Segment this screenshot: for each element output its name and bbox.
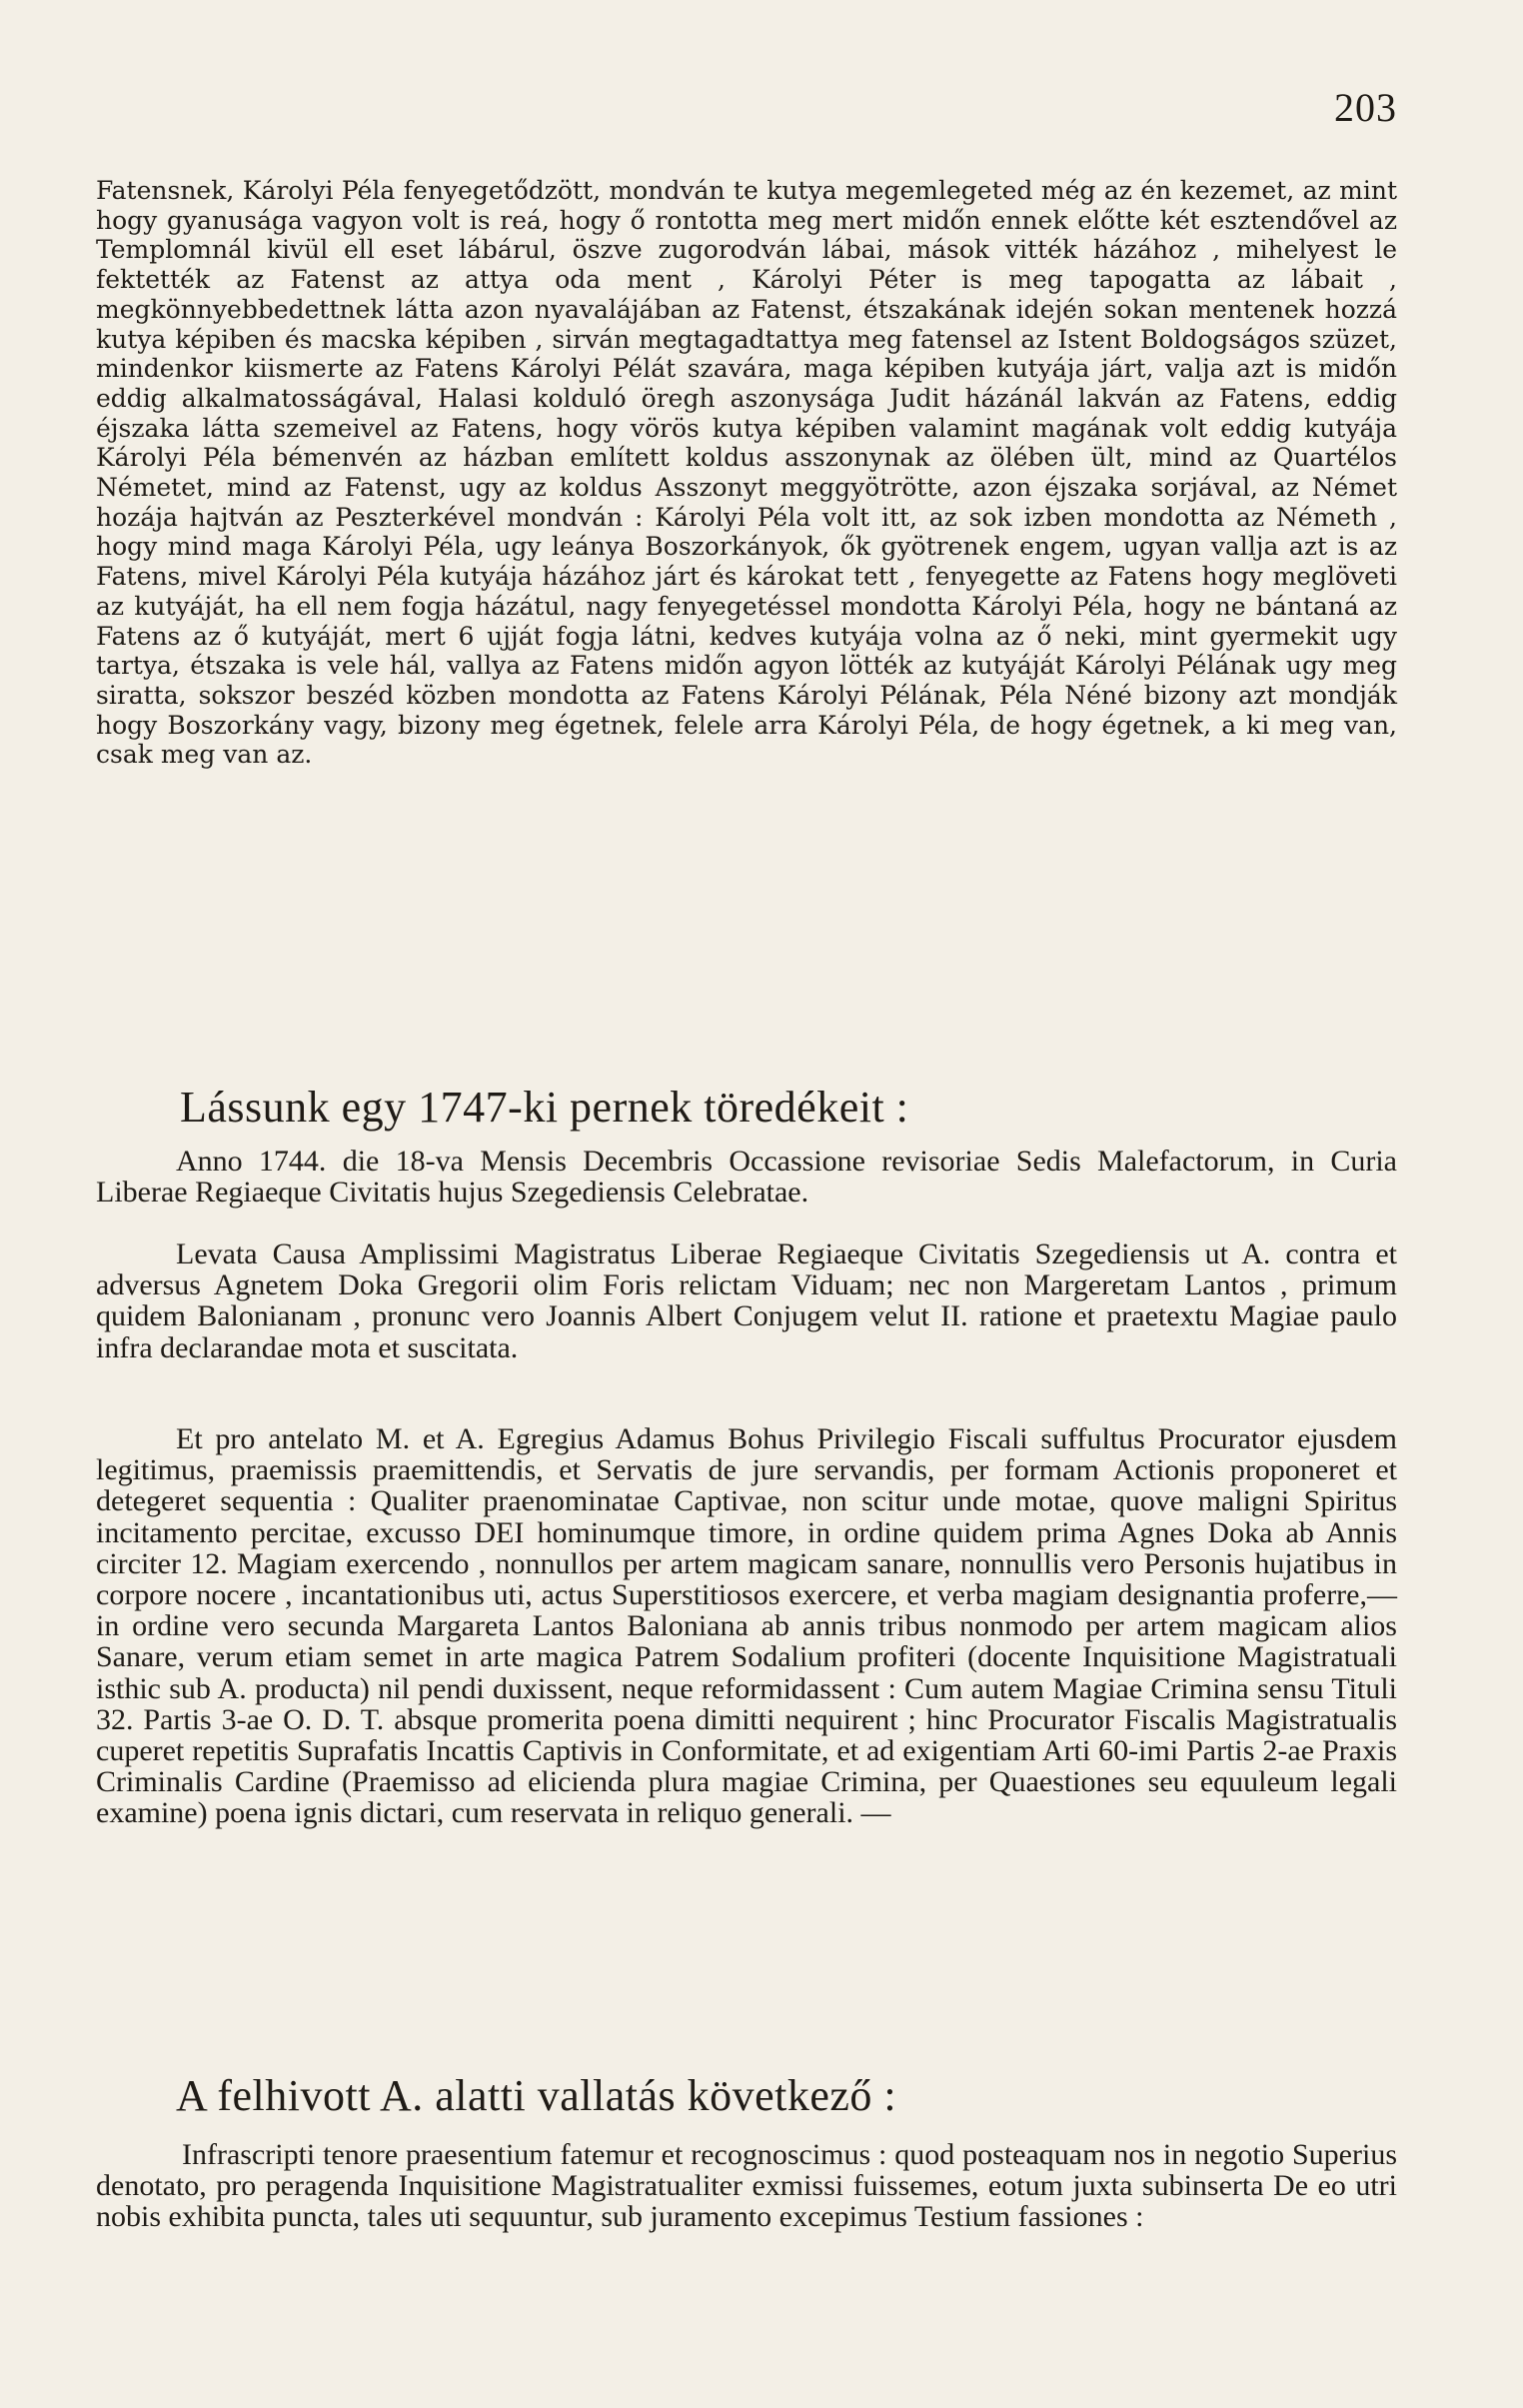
paragraph-fatens-testimony: Fatensnek, Károlyi Péla fenyegetődzött, mondván te kutya megemlegeted még az én kezemet, az mint hogy gyanusága vagyon volt is reá, hogy ő rontotta meg mert midőn ennek előtte két esztendővel az Templomnál kivül ell eset lábárul, öszve zugorodván lábai, mások vitték házához , mihelyest le fektették az Fatenst az attya oda ment , Károlyi Péter is meg tapogatta az lábait , megkönnyebbedettnek látta azon nyavalájában az Fatenst, étszakának idején sokan mentenek hozzá kutya képiben és macska képiben , sirván megtagadtattya meg fatensel az Istent Boldogságos szüzet, mindenkor kiismerte az Fatens Károlyi Pélát szavára, maga képiben kutyája járt, valja azt is midőn eddig alkalmatosságával, Halasi kolduló öregh aszonysága Judit házánál lakván az Fatens, eddig éjszaka látta szemeivel az Fatens, hogy vörös kutya képiben valamint magának volt eddig kutyája Károlyi Péla bémenvén az házban említett koldus asszonynak az ölében ült, mind az Quartélos Németet, mind az Fatenst, ugy az koldus Asszonyt meggyötrötte, azon éjszaka sorjával, az Német hozája hajtván az Peszterkével mondván : Károlyi Péla volt itt, az sok izben mondotta az Németh , hogy mind maga Károlyi Péla, ugy leánya Boszorkányok, ők gyötrenek engem, ugyan vallja azt is az Fatens, mivel Károlyi Péla kutyája házához járt és károkat tett , fenyegette az Fatens hogy meglöveti az kutyáját, ha ell nem fogja házátul, nagy fenyegetéssel mondotta Károlyi Péla, hogy ne bántaná az Fatens az ő kutyáját, mert 6 ujját fogja látni, kedves kutyája volna az ő neki, mint gyermekit ugy tartya, étszaka is vele hál, vallya az Fatens midőn agyon lötték az kutyáját Károlyi Pélának ugy meg siratta, sokszor beszéd közben mondotta az Fatens Károlyi Pélának, Péla Néné bizony azt mondják hogy Boszorkány vagy, bizony meg égetnek, felele arra Károlyi Péla, de hogy égetnek, a ki meg van, csak meg van az.	[96, 176, 1397, 770]
paragraph-levata-causa: Levata Causa Amplissimi Magistratus Liberae Regiaeque Civitatis Szegediensis ut A. contra et adversus Agnetem Doka Gregorii olim Foris relictam Viduam; nec non Margeretam Lantos , primum quidem Balonianam , pronunc vero Joannis Albert Conjugem velut II. ratione et praetextu Magiae paulo infra declarandae mota et suscitata.	[96, 1237, 1397, 1364]
paragraph-antelato: Et pro antelato M. et A. Egregius Adamus Bohus Privilegio Fiscali suffultus Procurator ejusdem legitimus, praemissis praemittendis, et Servatis de jure servandis, per formam Actionis proponeret et detegeret sequentia : Qualiter praenominatae Captivae, non scitur unde motae, quove maligni Spiritus incitamento percitae, excusso DEI hominumque timore, in ordine quidem prima Agnes Doka ab Annis circiter 12. Magiam exercendo , nonnullos per artem magicam sanare, nonnullis vero Personis hujatibus in corpore nocere , incantationibus uti, actus Superstitiosos exercere, et verba magiam designantia proferre,— in ordine vero secunda Margareta Lantos Baloniana ab annis tribus nonmodo per artem magicam alios Sanare, verum etiam semet in arte magica Patrem Sodalium profiteri (docente Inquisitione Magistratuali isthic sub A. producta) nil pendi duxissent, neque reformidassent : Cum autem Magiae Crimina sensu Tituli 32. Partis 3-ae O. D. T. absque promerita poena dimitti nequirent ; hinc Procurator Fiscalis Magistratualis cuperet repetitis Suprafatis Incattis Captivis in Conformitate, et ad exigentiam Arti 60-imi Partis 2-ae Praxis Criminalis Cardine (Praemisso ad elicienda plura magiae Crimina, per Quaestiones seu equuleum legali examine) poena ignis dictari, cum reservata in reliquo generali. —	[96, 1422, 1397, 1830]
page-number: 203	[1334, 85, 1397, 130]
section-heading-interrogation: A felhivott A. alatti vallatás következő :	[176, 2071, 897, 2120]
section-heading-1747-trial: Lássunk egy 1747-ki pernek töredékeit :	[180, 1083, 909, 1132]
paragraph-anno-1744: Anno 1744. die 18-va Mensis Decembris Occassione revisoriae Sedis Malefactorum, in Curia Liberae Regiaeque Civitatis hujus Szegediensis Celebratae.	[96, 1145, 1397, 1209]
paragraph-infrascripti: Infrascripti tenore praesentium fatemur et recognoscimus : quod posteaquam nos in negotio Superius denotato, pro peragenda Inquisitione Magistratualiter exmissi fuissemes, eotum juxta subinserta De eo utri nobis exhibita puncta, tales uti sequuntur, sub juramento excepimus Testium fassiones :	[96, 2138, 1397, 2234]
